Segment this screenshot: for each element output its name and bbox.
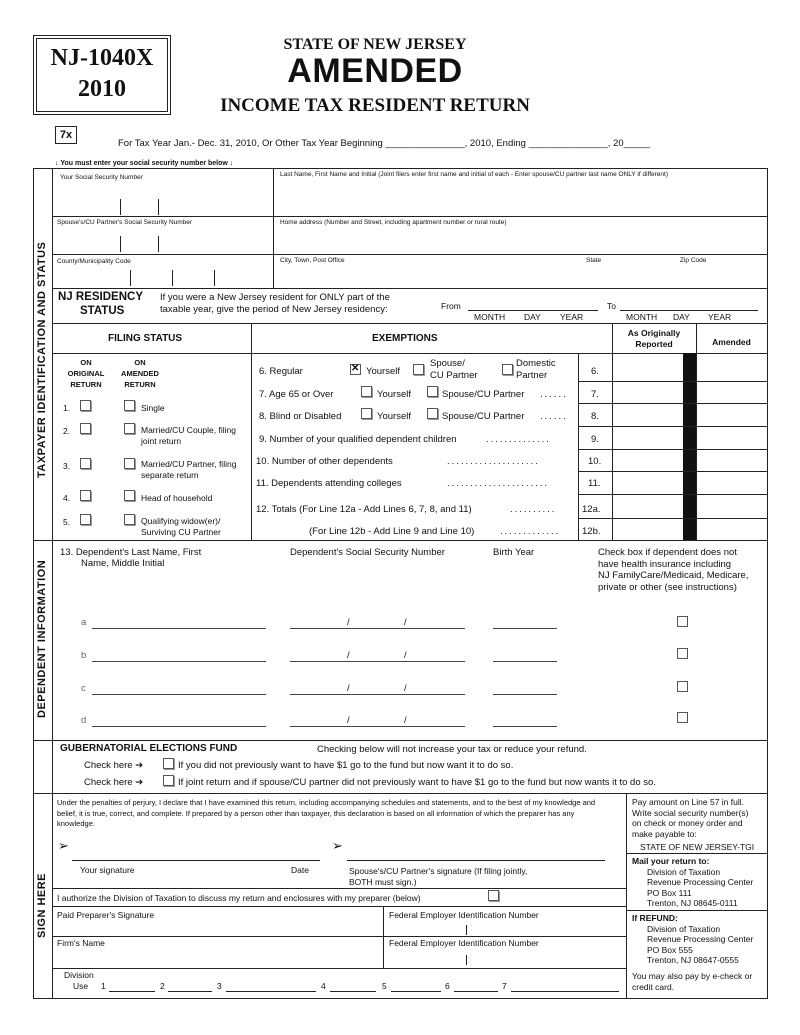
dep-row-b-name[interactable] [92, 661, 266, 662]
fs-2-original-checkbox[interactable] [80, 423, 91, 434]
line12b-dots: ............. [500, 526, 561, 537]
amended-col-l2: AMENDED [121, 369, 159, 378]
dep-row-b-birth[interactable] [493, 661, 557, 662]
dep-col-birth: Birth Year [493, 547, 535, 558]
line9-dots: .............. [486, 434, 551, 445]
elections-line1-checkbox[interactable] [163, 758, 174, 769]
dep-col-ssn: Dependent's Social Security Number [290, 547, 445, 558]
line8-yourself-label: Yourself [377, 411, 411, 422]
line8-dots: ...... [540, 411, 568, 422]
exemptions-title: EXEMPTIONS [372, 333, 438, 344]
line11-num: 11. [588, 478, 601, 489]
muni-code-field[interactable] [58, 268, 268, 286]
dep-row-d-checkbox[interactable] [677, 712, 688, 723]
residency-text-1: If you were a New Jersey resident for ONLY part of the [160, 292, 390, 303]
fs-3-amended-checkbox[interactable] [124, 458, 135, 469]
dep-row-d-birth[interactable] [493, 726, 557, 727]
dep-row-d-letter: d [81, 715, 87, 726]
from-day-label: DAY [524, 312, 541, 322]
line6-domestic-checkbox[interactable] [502, 364, 513, 375]
city-label: City, Town, Post Office [280, 257, 345, 264]
dep-col-name-2: Name, Middle Initial [81, 558, 165, 569]
fs-3-original-checkbox[interactable] [80, 458, 91, 469]
your-signature-line[interactable] [72, 860, 320, 861]
line7-yourself-checkbox[interactable] [361, 386, 372, 397]
address-field[interactable] [276, 230, 764, 252]
paid-preparer-field[interactable] [56, 921, 380, 935]
name-field[interactable] [276, 182, 764, 216]
form-year: 2010 [78, 76, 126, 102]
elections-line2: If joint return and if spouse/CU partner did not previously want to have $1 go to the fund but now wants it to do so. [178, 777, 656, 788]
fs-2-num: 2. [63, 426, 71, 436]
elections-line2-checkbox[interactable] [163, 775, 174, 786]
dep-row-b-checkbox[interactable] [677, 648, 688, 659]
use-field-6[interactable] [454, 991, 498, 992]
mail-l4: Trenton, NJ 08645-0111 [647, 898, 738, 908]
line6-spouse-l1: Spouse/ [430, 358, 465, 369]
line6-label: 6. Regular [259, 366, 303, 377]
taxpayer-id-side-label: TAXPAYER IDENTIFICATION AND STATUS [36, 241, 48, 478]
dep-check-l2: have health insurance including [598, 558, 732, 570]
mail-info [632, 856, 764, 909]
residency-text-2: taxable year, give the period of New Jersey residency: [160, 304, 388, 315]
state-title: STATE OF NEW JERSEY [283, 36, 467, 53]
use-field-4[interactable] [330, 991, 376, 992]
original-col-l2: ORIGINAL [67, 369, 105, 378]
fein-label-1: Federal Employer Identification Number [389, 910, 539, 920]
original-return-col [60, 357, 112, 390]
amended-title: AMENDED [287, 52, 463, 90]
fs-1-label: Single [141, 403, 165, 413]
dep-row-d-name[interactable] [92, 726, 266, 727]
use-field-3[interactable] [226, 991, 316, 992]
code-box: 7x [55, 126, 77, 144]
originally-reported-1: As Originally [627, 328, 681, 338]
date-label: Date [291, 865, 309, 875]
your-signature-label: Your signature [80, 865, 135, 875]
dep-row-a-slash2: / [404, 617, 407, 628]
fs-4-amended-checkbox[interactable] [124, 490, 135, 501]
amended-col-title: Amended [712, 337, 751, 347]
mail-l2: Revenue Processing Center [647, 877, 754, 887]
dep-check-l3: NJ FamilyCare/Medicaid, Medicare, [598, 570, 749, 582]
exemptions-original-inputs[interactable] [612, 354, 682, 539]
residency-to-label: To [607, 301, 616, 311]
dep-check-l1: Check box if dependent does not [598, 547, 737, 558]
residency-from-label: From [441, 301, 461, 311]
dep-row-c-name[interactable] [92, 694, 266, 695]
spouse-signature-line[interactable] [347, 860, 605, 861]
fs-2-amended-checkbox[interactable] [124, 423, 135, 434]
to-month-label: MONTH [626, 312, 658, 322]
epay-info [632, 971, 766, 992]
refund-l1: Division of Taxation [647, 923, 721, 934]
elections-line1: If you did not previously want to have $1 go to the fund but now want it to do so. [178, 760, 514, 771]
fs-1-original-checkbox[interactable] [80, 400, 91, 411]
firm-name-field[interactable] [56, 950, 380, 964]
line8-yourself-checkbox[interactable] [361, 408, 372, 419]
firm-name-label: Firm's Name [57, 938, 105, 948]
dep-row-a-slashes: / [347, 617, 350, 628]
residency-to-field[interactable] [620, 296, 758, 310]
amended-col-l3: RETURN [124, 380, 156, 389]
mail-l1: Division of Taxation [647, 866, 721, 877]
from-month-label: MONTH [474, 312, 506, 322]
use-num-3: 3 [217, 981, 222, 991]
filing-status-title: FILING STATUS [108, 333, 183, 344]
fs-5-original-checkbox[interactable] [80, 514, 91, 525]
line6-domestic-l1: Domestic [516, 358, 556, 369]
pay-info [632, 797, 764, 853]
use-field-1[interactable] [109, 991, 155, 992]
line12a-label: 12. Totals (For Line 12a - Add Lines 6, 7, 8, and 11) [256, 504, 472, 515]
dep-row-c-checkbox[interactable] [677, 681, 688, 692]
name-label: Last Name, First Name and Initial (Joint filers enter first name and initial of each - Enter spouse/CU partner last name ONLY if different) [280, 171, 669, 178]
line8-spouse-checkbox[interactable] [427, 408, 438, 419]
residency-from-field[interactable] [468, 296, 598, 310]
fs-5-amended-checkbox[interactable] [124, 514, 135, 525]
form-id-box [33, 35, 171, 115]
fs-4-original-checkbox[interactable] [80, 490, 91, 501]
dep-row-d-slash1: / [347, 715, 350, 726]
mail-l3: PO Box 111 [647, 887, 692, 898]
return-title: INCOME TAX RESIDENT RETURN [220, 95, 530, 116]
line7-dots: ...... [540, 389, 568, 400]
amended-return-col [114, 357, 166, 390]
epay-l2: credit card. [632, 981, 675, 992]
dep-row-a-birth[interactable] [493, 628, 557, 629]
pay-l4: make payable to: [632, 828, 697, 839]
line10-dots: .................... [447, 456, 540, 467]
pay-l3: on check or money order and [632, 818, 743, 828]
line12a-dots: .......... [510, 504, 557, 515]
dep-row-c-letter: c [81, 683, 86, 694]
line8-label: 8. Blind or Disabled [259, 411, 342, 422]
spouse-ssn-field[interactable] [58, 232, 268, 252]
tax-year-line[interactable]: For Tax Year Jan.- Dec. 31, 2010, Or Other Tax Year Beginning _______________, 2010, Ending _______________, 20_____ [118, 138, 651, 149]
muni-code-label: County/Municipality Code [57, 258, 131, 265]
dep-row-a-checkbox[interactable] [677, 616, 688, 627]
to-day-label: DAY [673, 312, 690, 322]
dep-row-d-slash2: / [404, 715, 407, 726]
fein-field-1[interactable] [387, 921, 623, 935]
fs-1-amended-checkbox[interactable] [124, 400, 135, 411]
line11-label: 11. Dependents attending colleges [256, 478, 402, 489]
line7-spouse-label: Spouse/CU Partner [442, 389, 525, 400]
refund-info [632, 913, 764, 966]
zip-label: Zip Code [680, 257, 707, 264]
use-field-7[interactable] [511, 991, 619, 992]
line12b-num: 12b. [582, 526, 601, 537]
authorize-label: I authorize the Division of Taxation to discuss my return and enclosures with my preparer (below) [57, 893, 421, 903]
line9-label: 9. Number of your qualified dependent children [259, 434, 457, 445]
ssn-note: ↓ You must enter your social security number below ↓ [55, 160, 234, 167]
exemptions-amended-inputs[interactable] [697, 354, 766, 539]
original-col-l1: ON [80, 358, 92, 367]
spouse-ssn-label: Spouse's/CU Partner's Social Security Number [57, 219, 193, 226]
fs-4-num: 4. [63, 493, 71, 503]
use-field-5[interactable] [391, 991, 441, 992]
authorize-checkbox[interactable] [488, 890, 499, 901]
spouse-signature-l1: Spouse's/CU Partner's signature (If filing jointly, [349, 866, 528, 876]
your-ssn-label: Your Social Security Number [60, 174, 143, 181]
fein-field-2[interactable] [387, 950, 623, 964]
residency-title-2: STATUS [80, 305, 125, 317]
dep-row-a-letter: a [81, 617, 87, 628]
line9-num: 9. [591, 434, 599, 445]
fs-2-label: Married/CU Couple, filing joint return [141, 425, 236, 446]
use-field-2[interactable] [168, 991, 212, 992]
dep-col-check [598, 547, 748, 593]
dep-row-b-letter: b [81, 650, 87, 661]
mail-title: Mail your return to: [632, 856, 710, 866]
line11-dots: ...................... [447, 478, 550, 489]
dep-col-name-1: 13. Dependent's Last Name, First [60, 547, 202, 558]
state-label: State [586, 257, 602, 264]
elections-note: Checking below will not increase your tax or reduce your refund. [317, 744, 587, 755]
use-num-4: 4 [321, 981, 326, 991]
dep-row-c-slash1: / [347, 683, 350, 694]
fs-5-label: Qualifying widow(er)/ Surviving CU Partner [141, 516, 221, 537]
dep-row-b-slash1: / [347, 650, 350, 661]
perjury-statement: Under the penalties of perjury, I declare that I have examined this return, including accompanying schedules and statements, and to the best of my knowledge and belief, it is true, correct, and complete. If prepared by a person other than taxpayer, this declaration is based on all information of which the preparer has any knowledge. [57, 798, 596, 828]
line8-num: 8. [591, 411, 599, 422]
original-col-l3: RETURN [70, 380, 102, 389]
division-label: Division [64, 970, 94, 980]
use-num-5: 5 [382, 981, 387, 991]
line12b-label: (For Line 12b - Add Line 9 and Line 10) [309, 526, 475, 537]
line6-domestic-l2: Partner [516, 370, 548, 381]
sign-here-side-label: SIGN HERE [36, 872, 48, 938]
pay-l2: Write social security number(s) [632, 807, 749, 818]
line7-num: 7. [591, 389, 599, 400]
to-year-label: YEAR [708, 312, 732, 322]
line10-num: 10. [588, 456, 602, 467]
spouse-signature-arrow-icon: ➢ [332, 838, 343, 853]
address-label: Home address (Number and Street, including apartment number or rural route) [280, 219, 507, 226]
line6-spouse-checkbox[interactable] [413, 364, 424, 375]
line7-label: 7. Age 65 or Over [259, 389, 334, 400]
signature-arrow-icon: ➢ [58, 838, 69, 853]
dep-check-l4: private or other (see instructions) [598, 581, 737, 593]
line12a-num: 12a. [582, 504, 601, 515]
line6-num: 6. [591, 366, 599, 377]
line6-yourself-checkbox[interactable] [350, 364, 361, 375]
from-year-label: YEAR [560, 312, 584, 322]
refund-l4: Trenton, NJ 08647-0555 [647, 955, 739, 965]
dep-row-c-slash2: / [404, 683, 407, 694]
pay-l1: Pay amount on Line 57 in full. [632, 797, 744, 807]
form-id: NJ-1040X [50, 45, 154, 71]
paid-preparer-label: Paid Preparer's Signature [57, 910, 155, 920]
fs-4-label: Head of household [141, 493, 213, 503]
dep-row-b-slash2: / [404, 650, 407, 661]
refund-title: If REFUND: [632, 913, 678, 923]
city-field[interactable] [276, 266, 764, 286]
residency-title-1: NJ RESIDENCY [58, 291, 143, 303]
use-label: Use [73, 981, 89, 991]
your-ssn-field[interactable] [58, 196, 268, 216]
line7-spouse-checkbox[interactable] [427, 386, 438, 397]
fs-3-num: 3. [63, 461, 71, 471]
amended-col-l1: ON [134, 358, 146, 367]
fs-5-num: 5. [63, 517, 71, 527]
fs-1-num: 1. [63, 403, 71, 413]
elections-title: GUBERNATORIAL ELECTIONS FUND [60, 743, 238, 754]
payee: STATE OF NEW JERSEY-TGI [640, 842, 755, 852]
line6-spouse-l2: CU Partner [430, 370, 478, 381]
use-num-7: 7 [502, 981, 507, 991]
line10-label: 10. Number of other dependents [256, 456, 393, 467]
line6-yourself-label: Yourself [366, 366, 400, 377]
dependent-side-label: DEPENDENT INFORMATION [36, 559, 48, 718]
refund-l2: Revenue Processing Center [647, 934, 754, 944]
use-num-1: 1 [101, 981, 106, 991]
elections-line2-prefix: Check here ➔ [84, 777, 144, 788]
line8-spouse-label: Spouse/CU Partner [442, 411, 525, 422]
refund-l3: PO Box 555 [647, 944, 693, 955]
epay-l1: You may also pay by e-check or [632, 971, 753, 981]
originally-reported-2: Reported [635, 339, 673, 349]
elections-line1-prefix: Check here ➔ [84, 760, 144, 771]
dep-row-a-name[interactable] [92, 628, 266, 629]
dep-row-c-birth[interactable] [493, 694, 557, 695]
use-num-6: 6 [445, 981, 450, 991]
line7-yourself-label: Yourself [377, 389, 411, 400]
fein-label-2: Federal Employer Identification Number [389, 938, 539, 948]
use-num-2: 2 [160, 981, 165, 991]
fs-3-label: Married/CU Partner, filing separate return [141, 459, 237, 480]
spouse-signature-l2: BOTH must sign.) [349, 877, 417, 887]
